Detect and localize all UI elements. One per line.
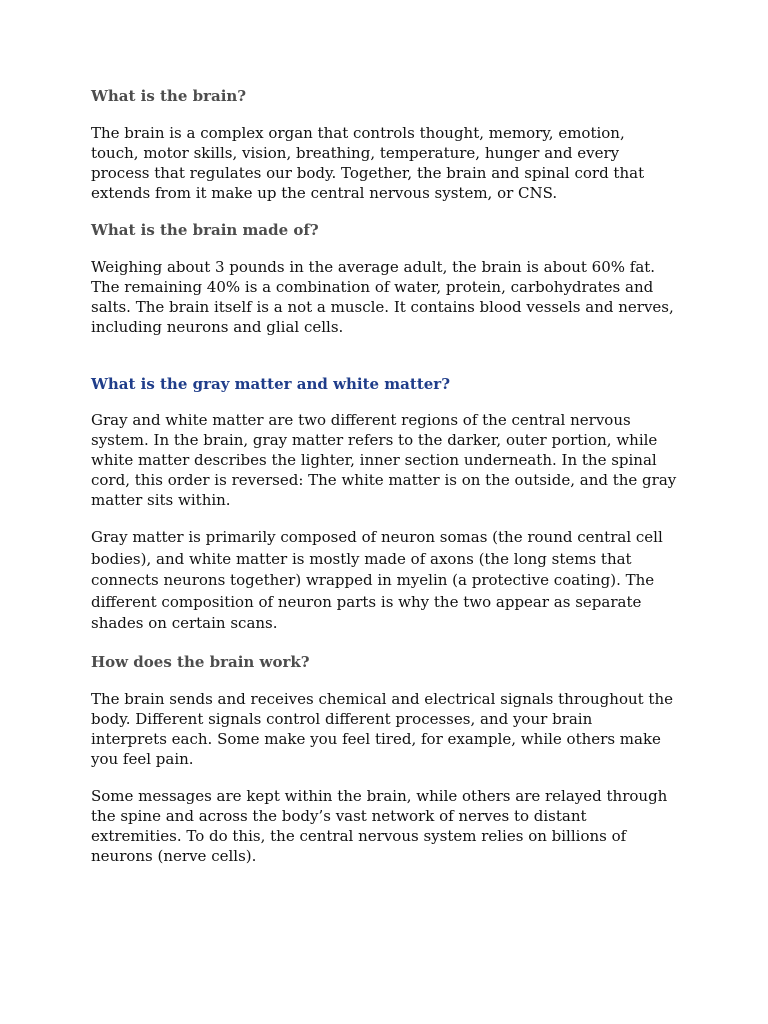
paragraph-line: matter sits within. bbox=[91, 491, 231, 509]
paragraph-gray-white-regions bbox=[91, 410, 683, 510]
paragraph-line: touch, motor skills, vision, breathing, temperature, hunger and every bbox=[91, 144, 620, 162]
paragraph-brain-definition bbox=[91, 123, 683, 203]
paragraph-line: salts. The brain itself is a not a muscle. It contains blood vessels and nerves, bbox=[91, 298, 674, 316]
paragraph-gray-white-composition bbox=[91, 527, 683, 635]
paragraph-line: The brain sends and receives chemical and electrical signals throughout the bbox=[91, 690, 673, 708]
paragraph-brain-composition bbox=[91, 257, 683, 337]
paragraph-line: process that regulates our body. Together, the brain and spinal cord that bbox=[91, 164, 645, 182]
paragraph-line: Gray matter is primarily composed of neuron somas (the round central cell bbox=[91, 528, 663, 546]
paragraph-line: Weighing about 3 pounds in the average adult, the brain is about 60% fat. bbox=[91, 258, 656, 276]
paragraph-brain-messages bbox=[91, 786, 683, 866]
section-heading-how-brain-works: How does the brain work? bbox=[91, 653, 310, 671]
paragraph-line: system. In the brain, gray matter refers to the darker, outer portion, while bbox=[91, 431, 658, 449]
paragraph-line: Gray and white matter are two different regions of the central nervous bbox=[91, 411, 631, 429]
paragraph-line: you feel pain. bbox=[91, 750, 194, 768]
paragraph-line: including neurons and glial cells. bbox=[91, 318, 344, 336]
section-heading-brain-made-of: What is the brain made of? bbox=[91, 221, 319, 239]
paragraph-line: The brain is a complex organ that controls thought, memory, emotion, bbox=[91, 124, 625, 142]
paragraph-line: cord, this order is reversed: The white matter is on the outside, and the gray bbox=[91, 471, 677, 489]
paragraph-line: connects neurons together) wrapped in myelin (a protective coating). The bbox=[91, 571, 655, 589]
paragraph-line: bodies), and white matter is mostly made of axons (the long stems that bbox=[91, 549, 632, 568]
paragraph-line: body. Different signals control different processes, and your brain bbox=[91, 710, 593, 728]
paragraph-line: white matter describes the lighter, inner section underneath. In the spinal bbox=[91, 451, 657, 469]
paragraph-line: different composition of neuron parts is why the two appear as separate bbox=[91, 592, 642, 611]
paragraph-line: extremities. To do this, the central nervous system relies on billions of bbox=[91, 827, 627, 845]
paragraph-line: interprets each. Some make you feel tired, for example, while others make bbox=[91, 730, 661, 748]
paragraph-line: The remaining 40% is a combination of water, protein, carbohydrates and bbox=[91, 278, 654, 296]
paragraph-line: the spine and across the body’s vast network of nerves to distant bbox=[91, 807, 587, 825]
paragraph-line: Some messages are kept within the brain, while others are relayed through bbox=[91, 787, 668, 805]
section-heading-what-is-the-brain: What is the brain? bbox=[91, 87, 247, 105]
paragraph-line: shades on certain scans. bbox=[91, 614, 278, 632]
paragraph-brain-signals bbox=[91, 689, 683, 769]
paragraph-line: neurons (nerve cells). bbox=[91, 847, 257, 865]
paragraph-line: extends from it make up the central nervous system, or CNS. bbox=[91, 184, 558, 202]
section-heading-gray-white-matter: What is the gray matter and white matter? bbox=[91, 375, 450, 393]
